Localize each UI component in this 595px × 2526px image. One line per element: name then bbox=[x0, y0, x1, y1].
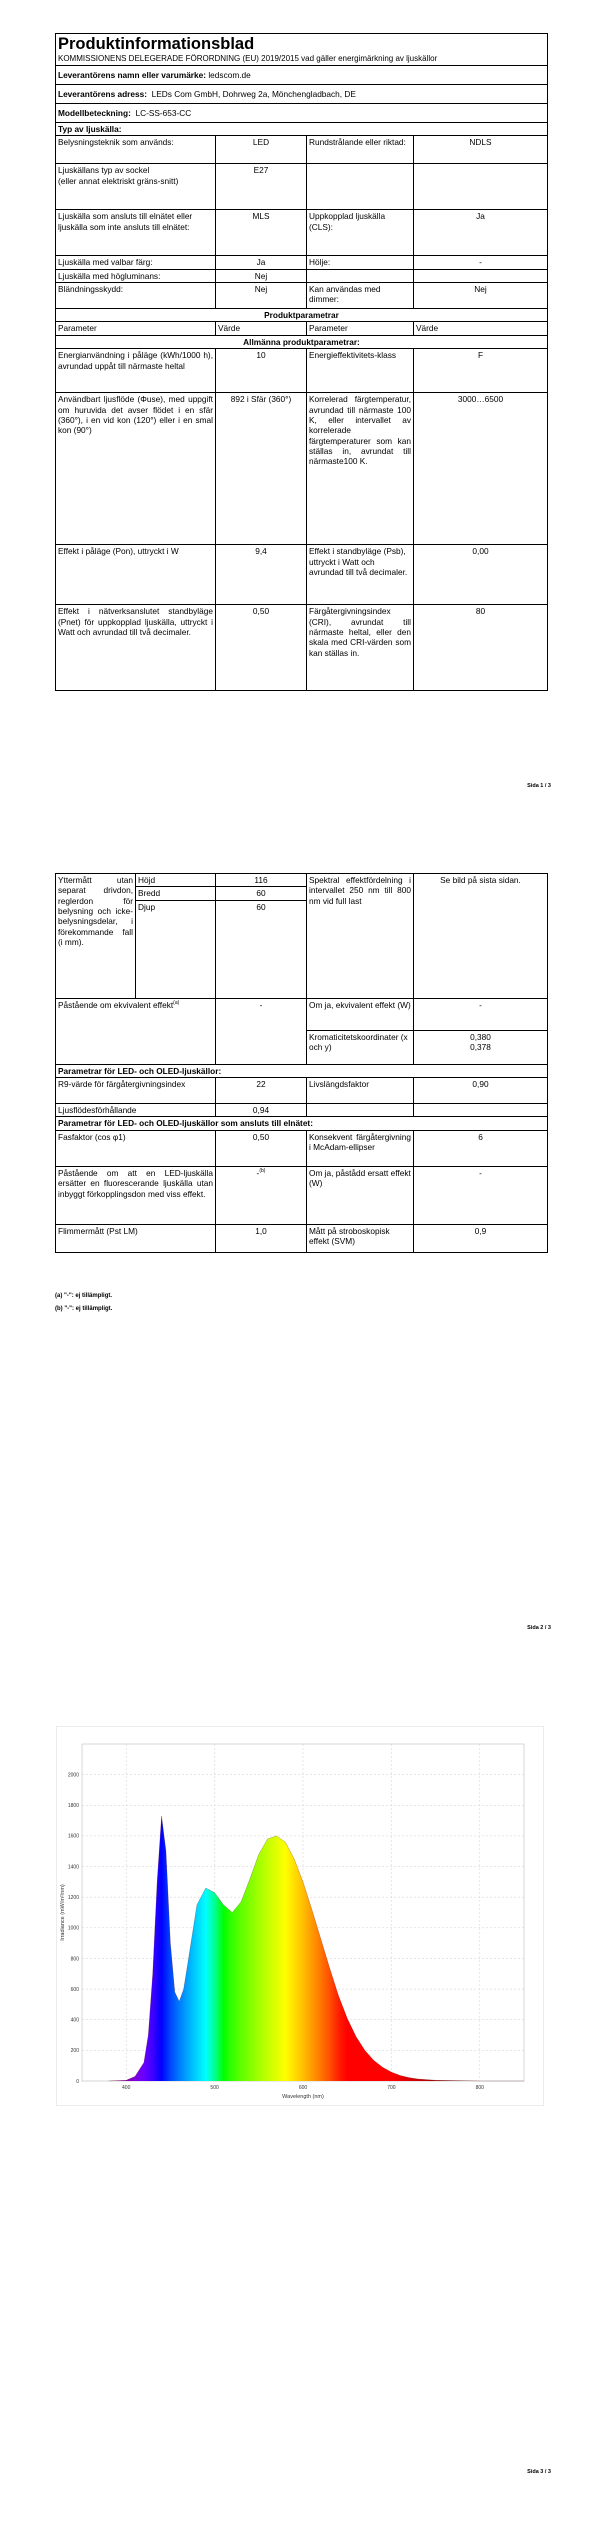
standby-power-value: 0,00 bbox=[414, 545, 548, 605]
equivalent-power-footnote: (a) bbox=[173, 999, 180, 1006]
y-tick-label: 600 bbox=[70, 1986, 79, 1993]
led-parameters-heading: Parametrar för LED- och OLED-ljuskällor: bbox=[56, 1064, 548, 1077]
y-tick-label: 2000 bbox=[67, 1772, 79, 1779]
flicker-value: 1,0 bbox=[216, 1224, 307, 1252]
page-number-1: Sida 1 / 3 bbox=[527, 783, 551, 789]
dimensions-label: Yttermått utan separat drivdon, reglerdon för belysning och icke-belysningsdelar, i förekommande fall (i mm). bbox=[56, 874, 136, 999]
footnote-a: (a) "-": ej tillämpligt. bbox=[55, 1293, 113, 1299]
address-label: Leverantörens adress: bbox=[58, 88, 148, 99]
equivalent-watt-label: Om ja, ekvivalent effekt (W) bbox=[307, 998, 414, 1030]
y-tick-label: 1600 bbox=[67, 1833, 79, 1840]
model-label: Modellbeteckning: bbox=[58, 107, 131, 118]
replacement-claim-value: - bbox=[256, 1167, 260, 1178]
flicker-label: Flimmermått (Pst LM) bbox=[56, 1224, 216, 1252]
product-info-table-1 bbox=[55, 33, 548, 691]
width-label: Bredd bbox=[136, 887, 216, 900]
dimmable-value: Nej bbox=[414, 283, 548, 309]
x-axis-label: Wavelength (nm) bbox=[282, 2094, 324, 2100]
cap-type-label: Ljuskällans typ av sockel bbox=[58, 165, 150, 176]
energy-class-value: F bbox=[414, 349, 548, 393]
mains-value: MLS bbox=[216, 210, 307, 256]
y-tick-label: 0 bbox=[76, 2078, 79, 2085]
x-tick-label: 400 bbox=[122, 2085, 131, 2091]
cls-value: Ja bbox=[414, 210, 548, 256]
y-tick-label: 200 bbox=[70, 2048, 79, 2055]
on-mode-energy-value: 10 bbox=[216, 349, 307, 393]
product-parameters-heading: Produktparametrar bbox=[56, 309, 548, 322]
general-parameters-heading: Allmänna produktparametrar: bbox=[56, 335, 548, 348]
page-number-3: Sida 3 / 3 bbox=[527, 2469, 551, 2475]
standby-power-label: Effekt i standbyläge (Psb), uttryckt i Watt och avrundad till två decimaler. bbox=[307, 545, 414, 605]
spectral-distribution-chart bbox=[56, 1726, 544, 2106]
survival-factor-value: 0,90 bbox=[414, 1078, 548, 1104]
y-axis-label: Irradiance (mW/m²/nm) bbox=[60, 1884, 66, 1941]
spectral-label: Spektral effektfördelning i intervallet 250 nm till 800 nm vid full last bbox=[307, 874, 414, 999]
cap-type-note: (eller annat elektriskt gräns-snitt) bbox=[58, 175, 179, 186]
replacement-watt-value: - bbox=[414, 1166, 548, 1224]
x-tick-label: 500 bbox=[210, 2085, 219, 2091]
col-header-value-2: Värde bbox=[414, 322, 548, 335]
cri-label: Färgåtergivningsindex (CRI), avrundat till närmaste heltal, eller den skala med CRI-värden som kan ställas in. bbox=[307, 605, 414, 691]
useful-flux-value: 892 i Sfär (360°) bbox=[216, 393, 307, 545]
directional-value: NDLS bbox=[414, 136, 548, 164]
networked-standby-value: 0,50 bbox=[216, 605, 307, 691]
product-info-table-2 bbox=[55, 873, 548, 1253]
colour-consistency-label: Konsekvent färgåtergivning i McAdam-ellipser bbox=[307, 1130, 414, 1166]
lumen-maintenance-label: Ljusflödesförhållande bbox=[56, 1104, 216, 1117]
useful-flux-label: Användbart ljusflöde (Φuse), med uppgift om huruvida det avser flödet i en sfär (360°), i en vid kon (120°) eller i en smal kon (90°) bbox=[56, 393, 216, 545]
cls-label: Uppkopplad ljuskälla (CLS): bbox=[307, 210, 414, 256]
on-mode-power-label: Effekt i påläge (Pon), uttryckt i W bbox=[56, 545, 216, 605]
col-header-value: Värde bbox=[216, 322, 307, 335]
depth-value: 60 bbox=[216, 900, 307, 998]
height-label: Höjd bbox=[136, 874, 216, 887]
light-source-type-label: Typ av ljuskälla: bbox=[56, 123, 548, 136]
svm-label: Mått på stroboskopisk effekt (SVM) bbox=[307, 1224, 414, 1252]
power-factor-label: Fasfaktor (cos φ1) bbox=[56, 1130, 216, 1166]
on-mode-power-value: 9,4 bbox=[216, 545, 307, 605]
high-luminance-label: Ljuskälla med högluminans: bbox=[56, 269, 216, 282]
y-tick-label: 800 bbox=[70, 1956, 79, 1963]
chromaticity-y: 0,378 bbox=[470, 1042, 491, 1053]
power-factor-value: 0,50 bbox=[216, 1130, 307, 1166]
doc-subtitle: KOMMISSIONENS DELEGERADE FÖRORDNING (EU) 2019/2015 vad gäller energimärkning av ljuskällor bbox=[58, 54, 438, 63]
model-value: LC-SS-653-CC bbox=[135, 107, 192, 118]
page-1 bbox=[0, 0, 595, 842]
depth-label: Djup bbox=[136, 900, 216, 998]
x-tick-label: 600 bbox=[298, 2085, 308, 2091]
lumen-maintenance-value: 0,94 bbox=[216, 1104, 307, 1117]
equivalent-power-value: - bbox=[216, 998, 307, 1030]
replacement-claim-footnote: (b) bbox=[259, 1168, 266, 1175]
page-number-2: Sida 2 / 3 bbox=[527, 1625, 551, 1631]
technology-value: LED bbox=[216, 136, 307, 164]
glare-shield-value: Nej bbox=[216, 283, 307, 309]
x-tick-label: 700 bbox=[387, 2085, 396, 2091]
chromaticity-label: Kromaticitetskoordinater (x och y) bbox=[307, 1030, 414, 1064]
cri-value: 80 bbox=[414, 605, 548, 691]
equivalent-watt-value: - bbox=[414, 998, 548, 1030]
doc-title: Produktinformationsblad bbox=[58, 35, 255, 53]
dimmable-label: Kan användas med dimmer: bbox=[307, 283, 414, 309]
replacement-claim-label: Påstående om att en LED-ljuskälla ersätter en fluorescerande ljuskälla utan inbyggt förkopplingsdon med viss effekt. bbox=[56, 1166, 216, 1224]
chromaticity-x: 0,380 bbox=[470, 1031, 491, 1042]
replacement-watt-label: Om ja, påstådd ersatt effekt (W) bbox=[307, 1166, 414, 1224]
supplier-label: Leverantörens namn eller varumärke: bbox=[58, 69, 207, 80]
technology-label: Belysningsteknik som används: bbox=[56, 136, 216, 164]
networked-standby-label: Effekt i nätverksanslutet standbyläge (Pnet) för uppkopplad ljuskälla, uttryckt i Watt och avrundad till två decimaler. bbox=[56, 605, 216, 691]
cap-type-value: E27 bbox=[216, 164, 307, 210]
height-value: 116 bbox=[216, 874, 307, 887]
energy-class-label: Energieffektivitets-klass bbox=[307, 349, 414, 393]
footnote-b: (b) "-": ej tillämpligt. bbox=[55, 1306, 113, 1312]
on-mode-energy-label: Energianvändning i påläge (kWh/1000 h), avrundad uppåt till närmaste heltal bbox=[56, 349, 216, 393]
y-tick-label: 1200 bbox=[67, 1894, 79, 1901]
y-tick-label: 400 bbox=[70, 2017, 79, 2024]
width-value: 60 bbox=[216, 887, 307, 900]
address-value: LEDs Com GmbH, Dohrweg 2a, Mönchengladbach, DE bbox=[151, 88, 356, 99]
mains-parameters-heading: Parametrar för LED- och OLED-ljuskällor som ansluts till elnätet: bbox=[56, 1117, 548, 1130]
spectral-value: Se bild på sista sidan. bbox=[414, 874, 548, 999]
col-header-parameter-2: Parameter bbox=[307, 322, 414, 335]
y-tick-label: 1400 bbox=[67, 1864, 79, 1871]
r9-label: R9-värde för färgåtergivningsindex bbox=[56, 1078, 216, 1104]
y-tick-label: 1800 bbox=[67, 1803, 79, 1810]
high-luminance-value: Nej bbox=[216, 269, 307, 282]
equivalent-power-label: Påstående om ekvivalent effekt bbox=[58, 999, 174, 1010]
directional-label: Rundstrålande eller riktad: bbox=[307, 136, 414, 164]
cct-label: Korrelerad färgtemperatur, avrundad till närmaste 100 K, eller intervallet av korrelerade färgtemperaturer som kan ställas in, avrundat till närmaste100 K. bbox=[307, 393, 414, 545]
r9-value: 22 bbox=[216, 1078, 307, 1104]
glare-shield-label: Bländningsskydd: bbox=[56, 283, 216, 309]
x-tick-label: 800 bbox=[475, 2085, 484, 2091]
supplier-value: ledscom.de bbox=[208, 69, 251, 80]
envelope-value: - bbox=[414, 256, 548, 269]
tunable-value: Ja bbox=[216, 256, 307, 269]
y-tick-label: 1000 bbox=[67, 1925, 79, 1932]
cct-value: 3000…6500 bbox=[414, 393, 548, 545]
mains-label: Ljuskälla som ansluts till elnätet eller ljuskälla som inte ansluts till elnätet: bbox=[56, 210, 216, 256]
svm-value: 0,9 bbox=[414, 1224, 548, 1252]
colour-consistency-value: 6 bbox=[414, 1130, 548, 1166]
envelope-label: Hölje: bbox=[307, 256, 414, 269]
tunable-label: Ljuskälla med valbar färg: bbox=[56, 256, 216, 269]
col-header-parameter: Parameter bbox=[56, 322, 216, 335]
survival-factor-label: Livslängdsfaktor bbox=[307, 1078, 414, 1104]
